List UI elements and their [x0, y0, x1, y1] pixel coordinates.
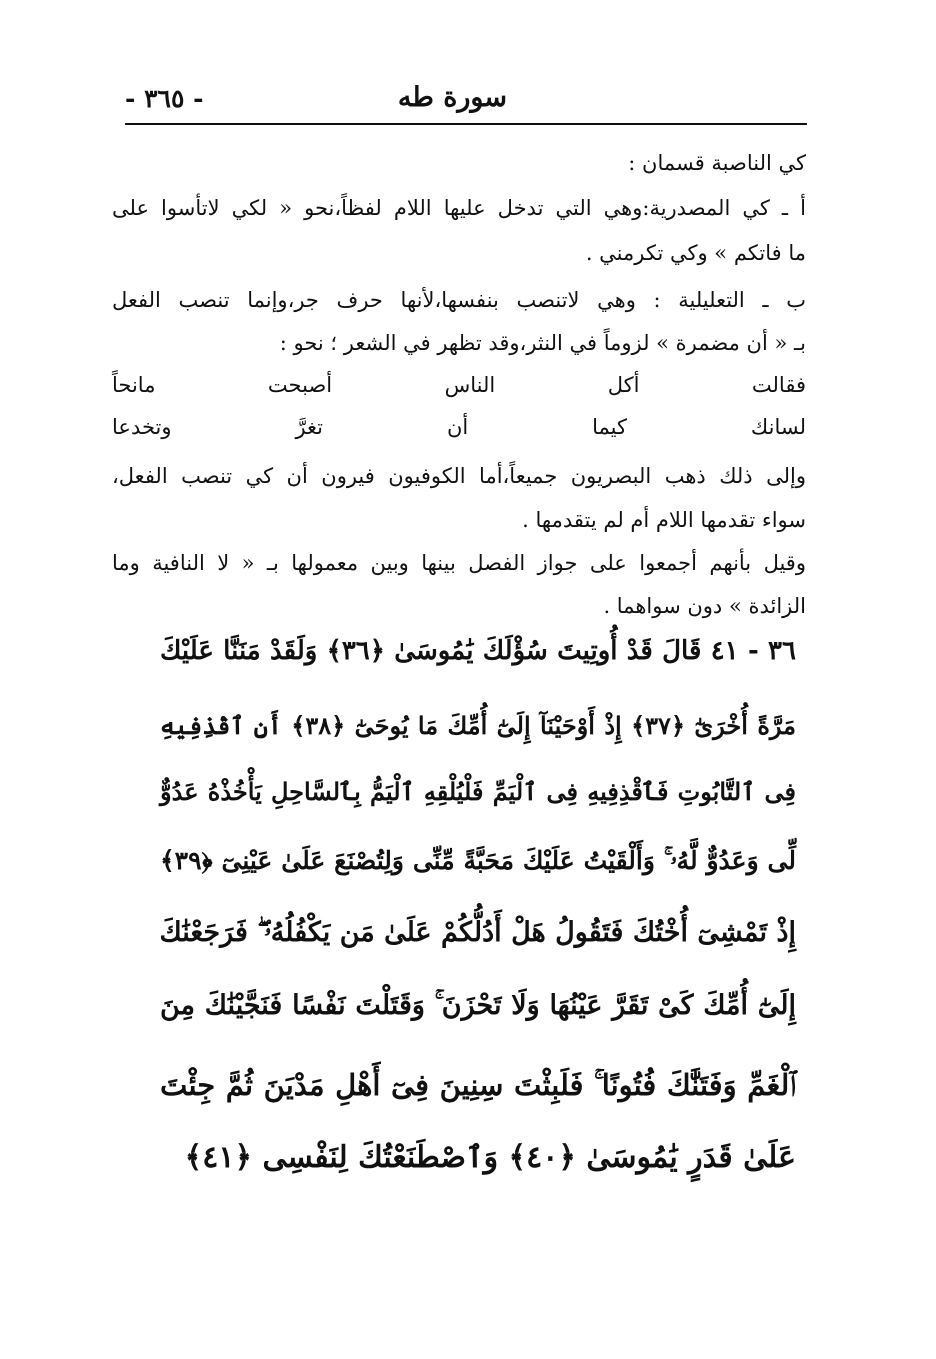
quran-line7: ٱلْغَمِّ وَفَتَنَّٰكَ فُتُونًا ۚ فَلَبِثْتَ سِنِينَ فِىٓ أَهْلِ مَدْيَنَ ثُمَّ جِئْتَ — [160, 1068, 796, 1102]
para-b-line1: ب ـ التعليلية : وهي لاتنصب بنفسها،لأنها حرف جر،وإنما تنصب الفعل — [112, 288, 806, 312]
quran-line1 — [160, 636, 796, 667]
verse-range: ٣٦ - ٤١ — [710, 636, 796, 666]
poem-word: تغرَّ — [295, 415, 324, 439]
surah-title: سورة طه — [397, 82, 507, 113]
poem-word: كيما — [592, 415, 627, 439]
para-d-line1: وقيل بأنهم أجمعوا على جواز الفصل بينها وبين معمولها بـ « لا النافية وما — [112, 551, 806, 575]
poem-line1: فقالت أكل الناس أصبحت مانحاً — [112, 373, 806, 397]
page-header — [125, 78, 807, 122]
quran-line8: عَلَىٰ قَدَرٍ يَٰمُوسَىٰ ﴿٤٠﴾ وَٱصْطَنَعْتُكَ لِنَفْسِى ﴿٤١﴾ — [184, 1140, 796, 1175]
quran-line2: مَرَّةً أُخْرَىٰٓ ﴿٣٧﴾ إِذْ أَوْحَيْنَآ إِلَىٰٓ أُمِّكَ مَا يُوحَىٰٓ ﴿٣٨﴾ أَنِ ٱقْذِفِيهِ — [160, 711, 797, 740]
para-a-line2: ما فاتكم » وكي تكرمني . — [585, 241, 806, 265]
header-divider — [125, 123, 807, 125]
quran-line5: إِذْ تَمْشِىٓ أُخْتُكَ فَتَقُولُ هَلْ أَدُلُّكُمْ عَلَىٰ مَن يَكْفُلُهُۥ ۖ فَرَجَعْنَٰكَ — [159, 917, 796, 948]
poem-word: لسانك — [750, 415, 806, 439]
quran-line6: إِلَىٰٓ أُمِّكَ كَىْ تَقَرَّ عَيْنُهَا وَلَا تَحْزَنَ ۚ وَقَتَلْتَ نَفْسًا فَنَجَّيْنَٰكَ مِنَ — [160, 990, 796, 1021]
para-a-line1: أ ـ كي المصدرية:وهي التي تدخل عليها اللام لفظاً،نحو « لكي لاتأسوا على — [112, 196, 806, 220]
quran-line4: لِّى وَعَدُوٌّ لَّهُۥ ۚ وَأَلْقَيْتُ عَلَيْكَ مَحَبَّةً مِّنِّى وَلِتُصْنَعَ عَلَىٰ عَيْنِىٓ ﴿٣٩﴾ — [160, 846, 796, 875]
para-c-line2: سواء تقدمها اللام أم لم يتقدمها . — [522, 508, 806, 532]
commentary-title: كي الناصبة قسمان : — [628, 151, 806, 175]
para-d-line2: الزائدة » دون سواهما . — [603, 594, 806, 618]
quran-line3: فِى ٱلتَّابُوتِ فَٱقْذِفِيهِ فِى ٱلْيَمِّ فَلْيُلْقِهِ ٱلْيَمُّ بِٱلسَّاحِلِ يَأْخُذْهُ عَدُوٌّ — [160, 777, 796, 806]
para-c-line1: وإلى ذلك ذهب البصريون جميعاً،أما الكوفيون فيرون أن كي تنصب الفعل، — [112, 464, 806, 488]
para-b-line2: بـ « أن مضمرة » لزوماً في النثر،وقد تظهر في الشعر ؛ نحو : — [279, 331, 806, 355]
verse-text: قَالَ قَدْ أُوتِيتَ سُؤْلَكَ يَٰمُوسَىٰ ﴿٣٦﴾ وَلَقَدْ مَنَنَّا عَلَيْكَ — [160, 636, 702, 666]
poem-line2 — [112, 415, 806, 439]
poem-word: أن — [446, 415, 469, 439]
poem-word: وتخدعا — [112, 415, 172, 439]
page-number: - ٣٦٥ - — [125, 84, 204, 113]
